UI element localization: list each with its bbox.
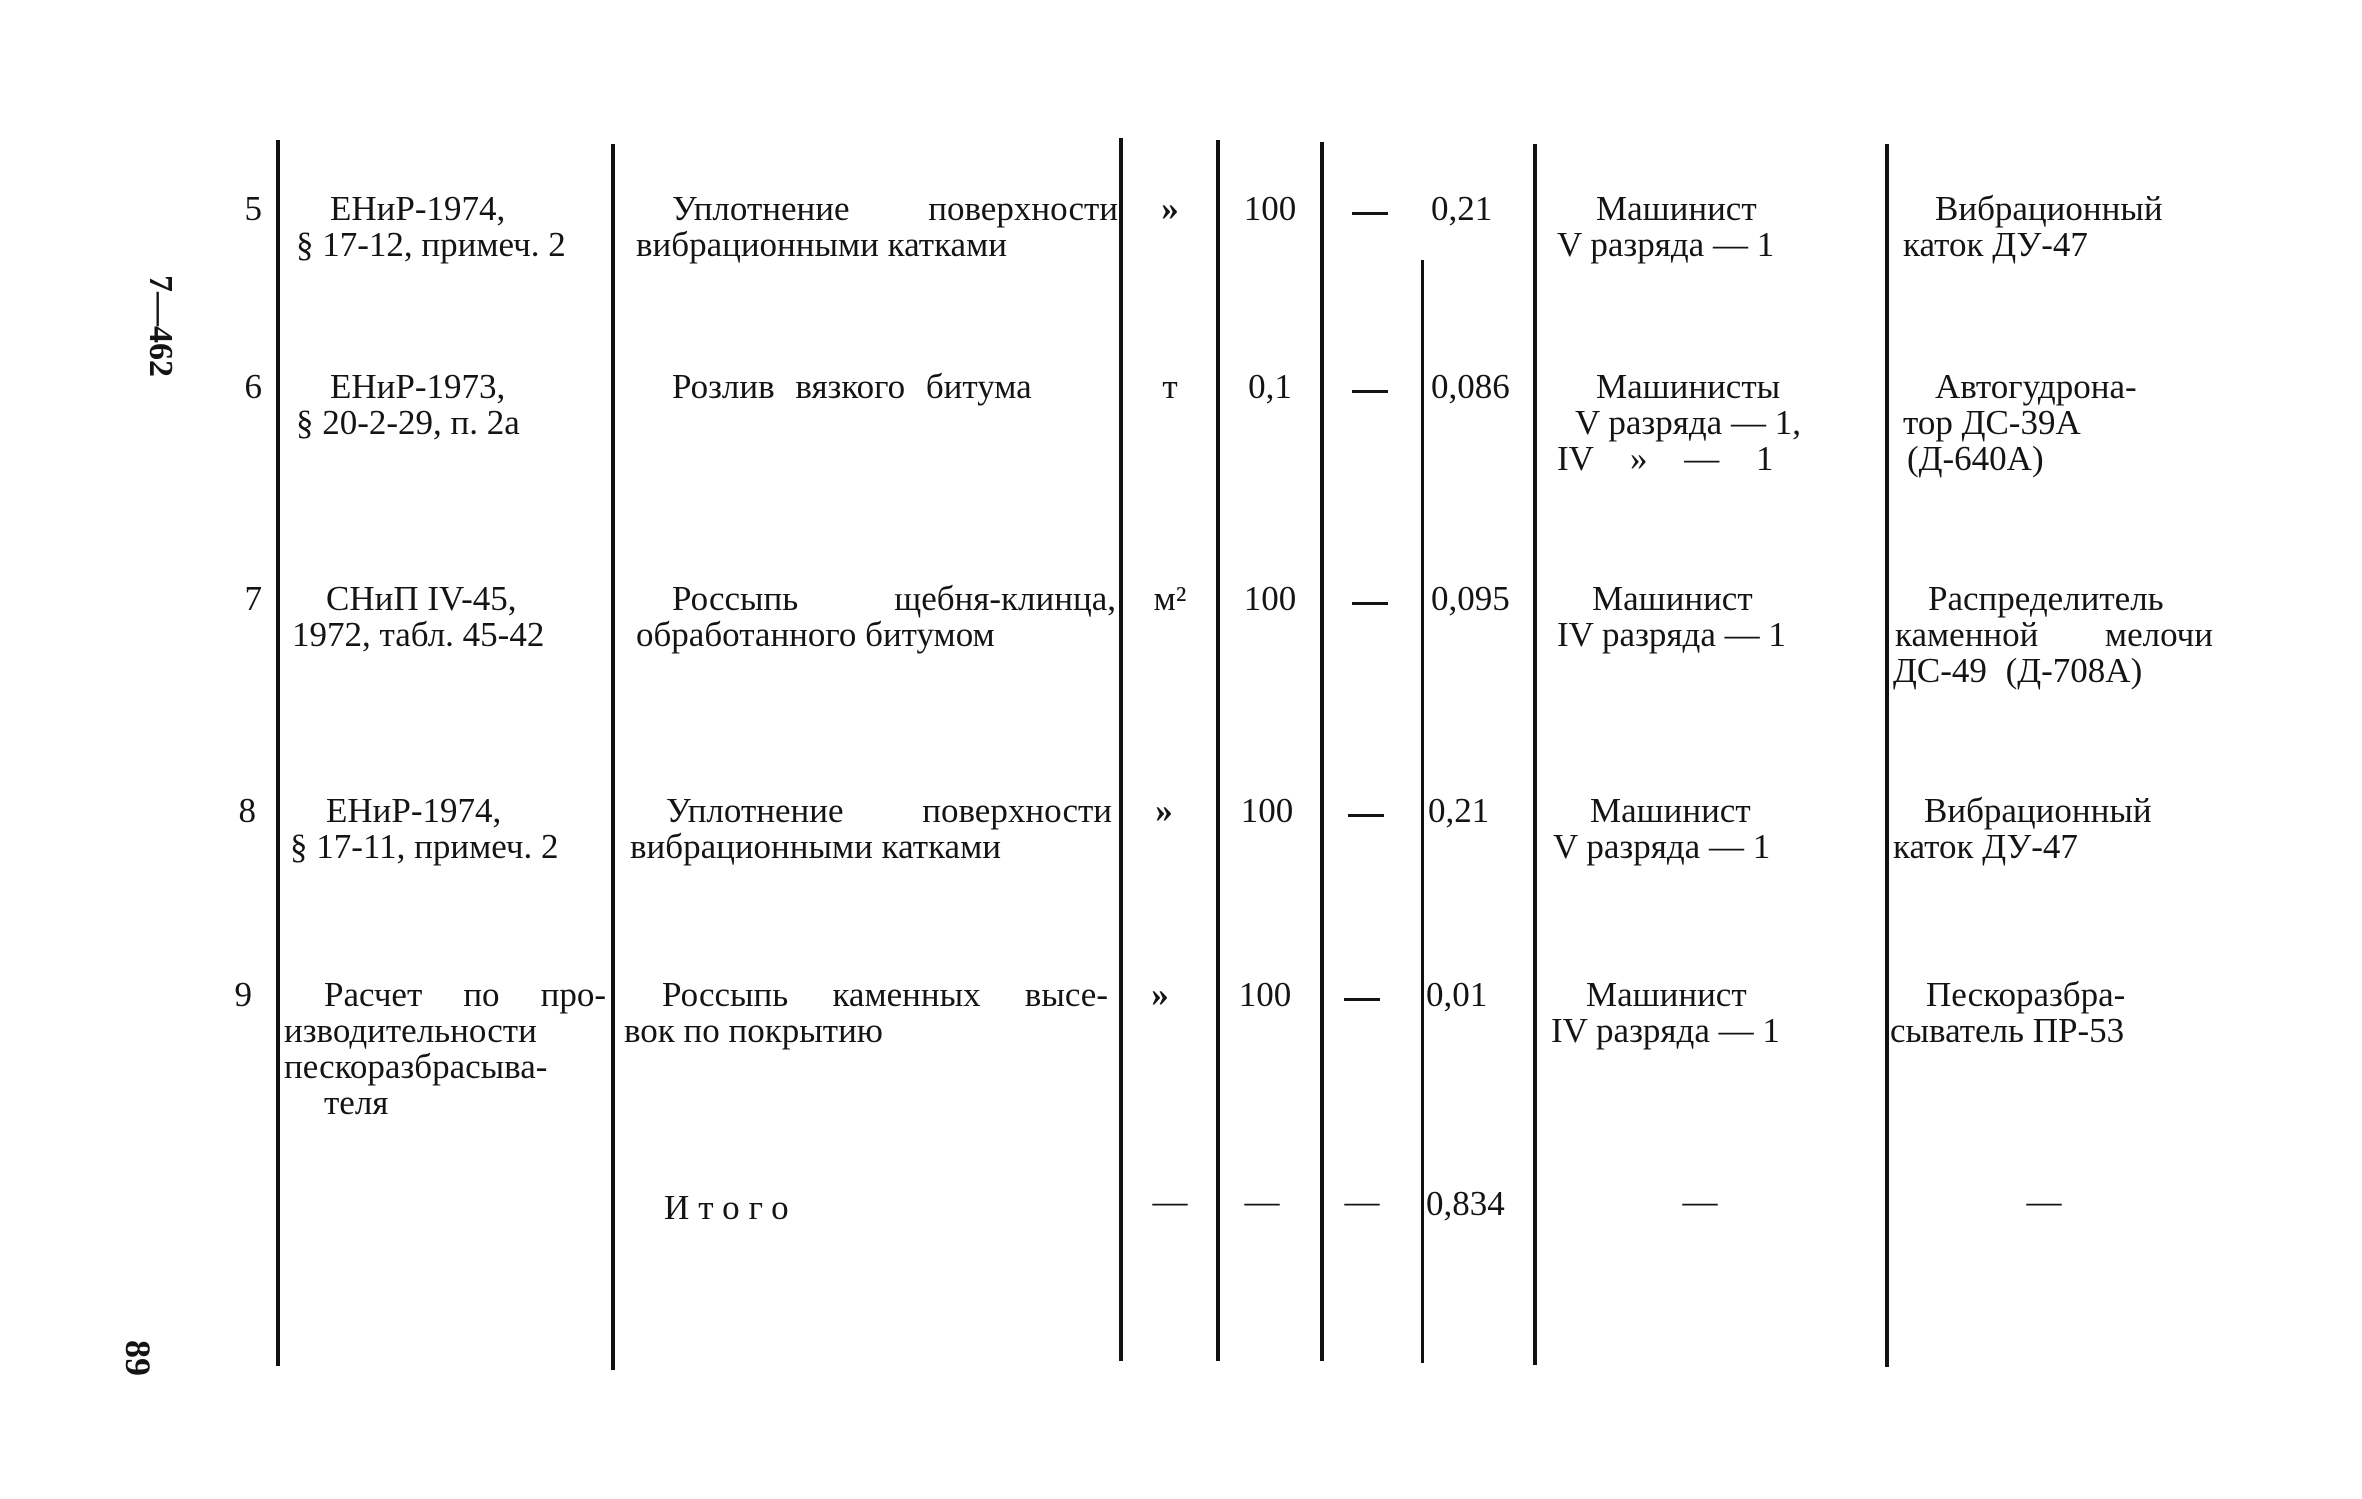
work-line: [666, 793, 1112, 829]
value: 0,21: [1428, 791, 1490, 830]
basis-line: § 20-2-29, п. 2а: [296, 403, 520, 442]
basis-line: теля: [324, 1083, 389, 1122]
word: поверхности: [922, 791, 1112, 830]
machine-line: каток ДУ-47: [1893, 827, 2078, 866]
row-number: 8: [238, 791, 256, 830]
word: Уплотнение: [672, 189, 850, 228]
machine-line: (Д-640А): [1907, 439, 2044, 478]
total-dash: —: [1344, 1182, 1380, 1221]
basis-line: ЕНиР-1974,: [326, 791, 502, 830]
total-label: Итого: [664, 1188, 798, 1227]
work-line: вок по покрытию: [624, 1011, 883, 1050]
dash-mark: [1352, 390, 1388, 393]
total-value: 0,834: [1426, 1184, 1505, 1223]
row-number: 6: [244, 367, 262, 406]
machine-line: Пескоразбра-: [1926, 975, 2126, 1014]
volume: 100: [1243, 189, 1297, 228]
column-rule: [1885, 144, 1889, 1367]
workers-line: V разряда — 1: [1553, 827, 1771, 866]
word: Уплотнение: [666, 791, 844, 830]
basis-line: 1972, табл. 45-42: [292, 615, 545, 654]
machine-line: тор ДС-39А: [1903, 403, 2081, 442]
dash-mark: [1352, 602, 1388, 605]
work-line: Розлив вязкого битума: [672, 367, 1032, 406]
machine-line: Распределитель: [1928, 579, 2164, 618]
machine-line: каток ДУ-47: [1903, 225, 2088, 264]
column-rule: [1216, 140, 1220, 1361]
value: 0,095: [1431, 579, 1510, 618]
work-line: вибрационными катками: [636, 225, 1007, 264]
machine-line: Вибрационный: [1924, 791, 2152, 830]
workers-line: V разряда — 1,: [1575, 403, 1801, 442]
value: 0,01: [1426, 975, 1488, 1014]
value: 0,21: [1431, 189, 1493, 228]
word: про-: [540, 975, 606, 1014]
column-rule: [1421, 260, 1424, 1363]
basis-line: изводительности: [284, 1011, 537, 1050]
total-volume: —: [1244, 1182, 1280, 1221]
machine-line: [1895, 617, 2213, 653]
workers-line: Машинисты: [1596, 367, 1781, 406]
basis-line: ЕНиР-1973,: [330, 367, 506, 406]
word: высе-: [1024, 975, 1108, 1014]
row-number: 9: [234, 975, 252, 1014]
workers-line: Машинист: [1586, 975, 1747, 1014]
unit: »: [1155, 791, 1173, 830]
row-number: 7: [244, 579, 262, 618]
word: по: [463, 975, 500, 1014]
total-unit: —: [1152, 1182, 1188, 1221]
machine-line: Вибрационный: [1935, 189, 2163, 228]
total-machine: —: [2026, 1182, 2062, 1221]
workers-line: IV разряда — 1: [1551, 1011, 1780, 1050]
total-workers: —: [1682, 1182, 1718, 1221]
word: Россыпь: [662, 975, 789, 1014]
dash-mark: [1344, 998, 1380, 1001]
machine-line: ДС-49 (Д-708А): [1893, 651, 2143, 690]
workers-line: IV разряда — 1: [1557, 615, 1786, 654]
machine-line: сыватель ПР-53: [1890, 1011, 2125, 1050]
basis-line: пескоразбрасыва-: [284, 1047, 548, 1086]
workers-line: V разряда — 1: [1557, 225, 1775, 264]
work-line: обработанного битумом: [636, 615, 995, 654]
column-rule: [276, 140, 280, 1366]
unit: м²: [1153, 579, 1187, 618]
column-rule: [1320, 142, 1324, 1361]
word: каменных: [832, 975, 981, 1014]
page-code: 7—462: [142, 275, 179, 377]
volume: 100: [1240, 791, 1294, 830]
value: 0,086: [1431, 367, 1510, 406]
word: каменной: [1895, 615, 2039, 654]
basis-line: [324, 977, 606, 1013]
dash-mark: [1352, 212, 1388, 215]
word: Расчет: [324, 975, 423, 1014]
row-number: 5: [244, 189, 262, 228]
basis-line: § 17-11, примеч. 2: [290, 827, 559, 866]
word: Россыпь: [672, 579, 799, 618]
basis-line: ЕНиР-1974,: [330, 189, 506, 228]
word: мелочи: [2104, 615, 2213, 654]
machine-line: Автогудрона-: [1935, 367, 2137, 406]
work-line: [672, 191, 1118, 227]
workers-line: Машинист: [1590, 791, 1751, 830]
column-rule: [1533, 144, 1537, 1365]
word: щебня-клинца,: [894, 579, 1116, 618]
workers-line: Машинист: [1592, 579, 1753, 618]
word: поверхности: [928, 189, 1118, 228]
volume: 100: [1243, 579, 1297, 618]
unit: т: [1162, 367, 1178, 406]
workers-line: IV » — 1: [1557, 439, 1774, 478]
basis-line: § 17-12, примеч. 2: [296, 225, 566, 264]
page-number: 89: [118, 1340, 158, 1376]
column-rule: [1119, 138, 1123, 1361]
unit: »: [1161, 189, 1179, 228]
basis-line: СНиП IV-45,: [326, 579, 517, 618]
dash-mark: [1348, 814, 1384, 817]
workers-line: Машинист: [1596, 189, 1757, 228]
unit: »: [1151, 975, 1169, 1014]
work-line: вибрационными катками: [630, 827, 1001, 866]
work-line: [662, 977, 1108, 1013]
work-line: [672, 581, 1116, 617]
volume: 0,1: [1248, 367, 1292, 406]
column-rule: [611, 144, 615, 1370]
volume: 100: [1238, 975, 1292, 1014]
